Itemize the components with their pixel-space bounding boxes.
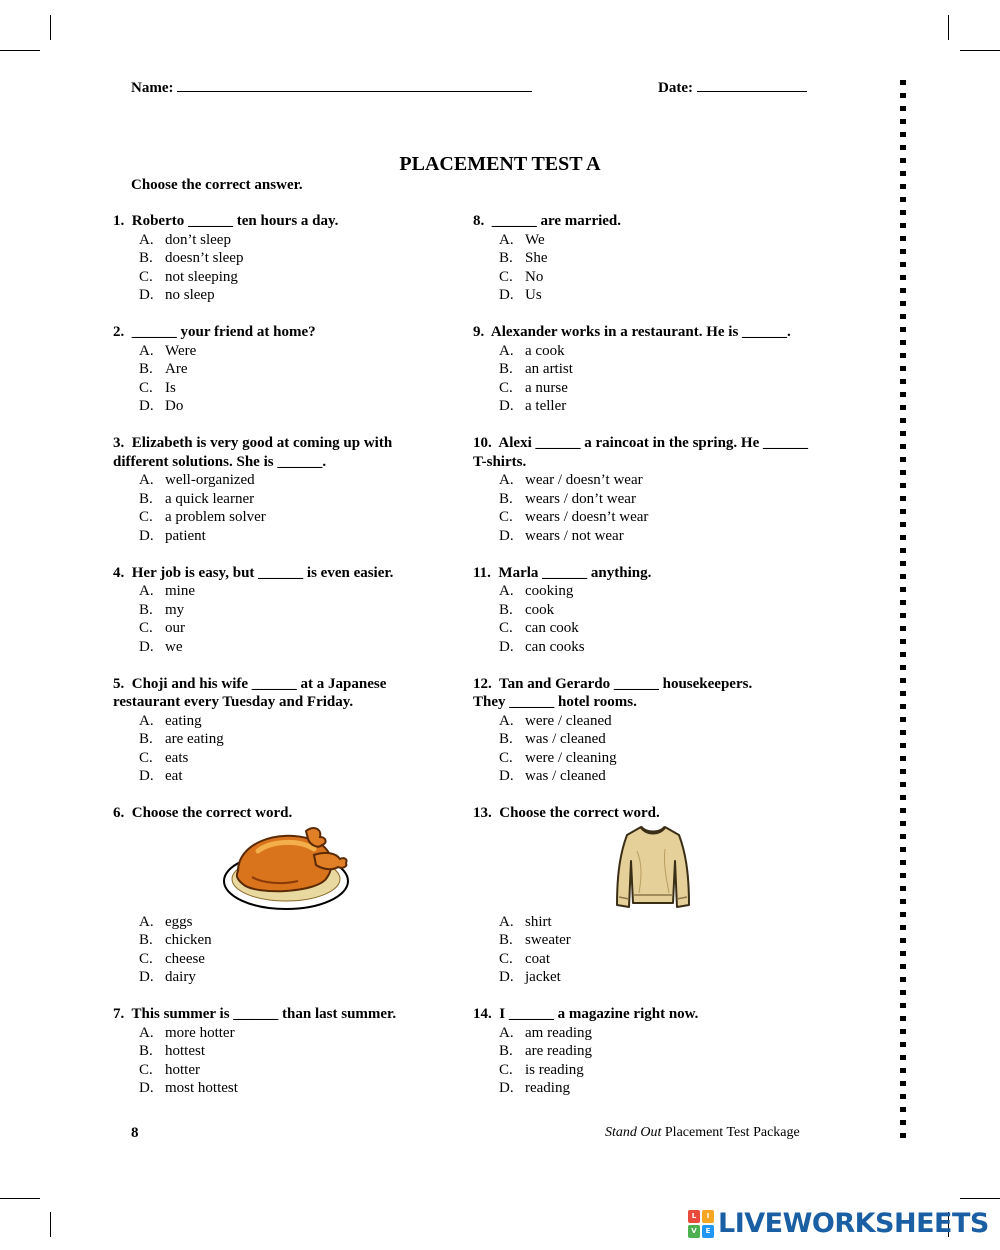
question-5 — [113, 675, 453, 786]
option-text: chicken — [165, 932, 212, 948]
question-gap — [473, 786, 833, 805]
option-letter: D. — [499, 768, 514, 784]
answer-option[interactable] — [113, 950, 453, 969]
option-letter: C. — [139, 379, 153, 396]
option-letter: C. — [499, 950, 513, 967]
question-stem: 14. I ______ a magazine right now. — [473, 1006, 699, 1022]
answer-option[interactable] — [473, 286, 833, 305]
option-letter: C. — [499, 509, 513, 525]
option-letter: D. — [139, 638, 154, 655]
option-letter: C. — [139, 509, 153, 525]
option-text: shirt — [525, 913, 552, 930]
option-text: hotter — [165, 1061, 200, 1078]
question-gap — [113, 987, 453, 1006]
option-text: are reading — [525, 1043, 593, 1059]
option-text: wears / not wear — [525, 527, 624, 544]
question-gap — [113, 786, 453, 805]
crop-mark — [0, 1198, 40, 1199]
option-letter: D. — [499, 1080, 514, 1096]
answer-option[interactable] — [473, 638, 833, 657]
option-letter: A. — [139, 342, 154, 359]
option-letter: A. — [139, 913, 154, 930]
option-text: not sleeping — [165, 268, 238, 285]
option-letter: A. — [499, 342, 514, 359]
answer-option[interactable] — [113, 619, 453, 638]
answer-option[interactable] — [473, 712, 833, 731]
option-text: cooking — [525, 583, 574, 599]
question-stem: 1. Roberto ______ ten hours a day. — [113, 213, 339, 229]
answer-options — [113, 582, 453, 656]
crop-mark — [0, 50, 40, 51]
book-title-italic: Stand Out — [605, 1125, 662, 1140]
answer-option[interactable] — [473, 471, 833, 490]
answer-option[interactable] — [113, 638, 453, 657]
question-stem: 12. Tan and Gerardo ______ housekeepers. They ______ hotel rooms. — [473, 675, 753, 710]
option-letter: A. — [139, 1024, 154, 1041]
answer-option[interactable] — [473, 379, 833, 398]
option-letter: C. — [499, 620, 513, 636]
option-text: a teller — [525, 398, 567, 414]
answer-options — [113, 913, 453, 987]
option-letter: B. — [139, 1043, 153, 1059]
date-field — [658, 79, 807, 97]
question-3 — [113, 434, 453, 545]
answer-option[interactable] — [113, 508, 453, 527]
question-gap — [473, 416, 833, 435]
answer-options — [473, 913, 833, 987]
option-letter: B. — [139, 932, 153, 948]
option-text: cook — [525, 601, 555, 618]
question-14 — [473, 1005, 833, 1098]
option-text: doesn’t sleep — [165, 250, 244, 266]
roast-chicken-picture — [218, 821, 358, 913]
question-12 — [473, 675, 833, 786]
question-gap — [473, 656, 833, 675]
question-6 — [113, 804, 453, 987]
answer-options — [473, 1024, 833, 1098]
question-stem: 7. This summer is ______ than last summer. — [113, 1006, 397, 1022]
answer-option[interactable] — [113, 968, 453, 987]
answer-option[interactable] — [113, 490, 453, 509]
option-letter: A. — [499, 231, 514, 248]
answer-option[interactable] — [113, 1042, 453, 1061]
answer-option[interactable] — [473, 1079, 833, 1098]
answer-option[interactable] — [473, 968, 833, 987]
option-text: are eating — [165, 731, 224, 747]
option-text: wear / doesn’t wear — [525, 472, 643, 488]
option-text: an artist — [525, 361, 573, 377]
answer-option[interactable] — [473, 268, 833, 287]
answer-option[interactable] — [113, 342, 453, 361]
answer-option[interactable] — [113, 601, 453, 620]
question-8 — [473, 212, 833, 305]
option-letter: D. — [499, 287, 514, 303]
option-letter: A. — [499, 1024, 514, 1041]
answer-options — [473, 231, 833, 305]
option-letter: D. — [499, 398, 514, 414]
option-letter: D. — [499, 527, 514, 544]
option-text: We — [525, 231, 545, 248]
answer-option[interactable] — [473, 601, 833, 620]
option-text: Were — [165, 342, 197, 359]
option-text: eggs — [165, 913, 193, 930]
option-letter: C. — [499, 1061, 513, 1078]
option-letter: C. — [139, 268, 153, 285]
answer-option[interactable] — [113, 249, 453, 268]
sweater-picture — [613, 821, 693, 913]
option-letter: A. — [499, 913, 514, 930]
question-stem: 3. Elizabeth is very good at coming up with different solutions. She is ______. — [113, 435, 393, 470]
option-letter: B. — [139, 250, 153, 266]
option-text: reading — [525, 1080, 570, 1096]
logo-letter: I — [702, 1210, 714, 1223]
answer-option[interactable] — [113, 913, 453, 932]
option-letter: D. — [139, 768, 154, 784]
option-text: we — [165, 638, 183, 655]
answer-option[interactable] — [113, 931, 453, 950]
answer-option[interactable] — [113, 1061, 453, 1080]
option-text: sweater — [525, 932, 571, 948]
question-10 — [473, 434, 833, 545]
option-text: were / cleaning — [525, 749, 617, 766]
page-number: 8 — [131, 1125, 139, 1141]
option-text: a nurse — [525, 379, 568, 396]
answer-option[interactable] — [113, 1024, 453, 1043]
option-letter: A. — [139, 583, 154, 599]
question-13 — [473, 804, 833, 987]
question-gap — [113, 305, 453, 324]
question-gap — [113, 545, 453, 564]
answer-option[interactable] — [473, 749, 833, 768]
question-gap — [473, 305, 833, 324]
answer-option[interactable] — [113, 286, 453, 305]
option-letter: D. — [139, 398, 154, 414]
option-text: was / cleaned — [525, 731, 606, 747]
option-text: jacket — [525, 969, 561, 985]
question-stem: 13. Choose the correct word. — [473, 805, 660, 821]
option-letter: D. — [499, 638, 514, 655]
option-letter: B. — [499, 490, 513, 507]
answer-option[interactable] — [473, 767, 833, 786]
question-stem: 2. ______ your friend at home? — [113, 324, 316, 340]
logo-letter: V — [688, 1225, 700, 1238]
option-letter: D. — [139, 287, 154, 303]
option-text: patient — [165, 527, 206, 544]
option-letter: D. — [139, 527, 154, 544]
option-text: a cook — [525, 342, 565, 359]
name-label: Name: — [131, 80, 174, 96]
option-text: Us — [525, 287, 542, 303]
perforation-line — [900, 80, 906, 1142]
option-text: our — [165, 620, 185, 636]
option-text: Do — [165, 398, 184, 414]
answer-options — [473, 471, 833, 545]
question-1 — [113, 212, 453, 305]
option-letter: B. — [139, 361, 153, 377]
answer-option[interactable] — [473, 490, 833, 509]
question-stem: 9. Alexander works in a restaurant. He is ______. — [473, 324, 791, 340]
option-letter: B. — [499, 250, 513, 266]
option-text: is reading — [525, 1061, 584, 1078]
option-text: She — [525, 250, 548, 266]
option-letter: B. — [139, 490, 153, 507]
question-stem: 6. Choose the correct word. — [113, 805, 293, 821]
instructions: Choose the correct answer. — [131, 177, 303, 193]
answer-option[interactable] — [473, 508, 833, 527]
picture-box — [113, 823, 453, 913]
answer-options — [473, 582, 833, 656]
liveworksheets-brand[interactable] — [688, 1208, 989, 1239]
option-text: was / cleaned — [525, 768, 606, 784]
option-text: were / cleaned — [525, 712, 612, 729]
option-letter: C. — [139, 620, 153, 636]
option-text: coat — [525, 950, 550, 967]
option-text: most hottest — [165, 1080, 238, 1096]
answer-option[interactable] — [473, 730, 833, 749]
option-letter: B. — [139, 731, 153, 747]
answer-options — [113, 471, 453, 545]
page-title: PLACEMENT TEST A — [399, 153, 601, 175]
option-letter: B. — [499, 601, 513, 618]
option-letter: D. — [499, 969, 514, 985]
option-letter: D. — [139, 969, 154, 985]
question-7 — [113, 1005, 453, 1098]
option-text: mine — [165, 583, 195, 599]
answer-option[interactable] — [473, 1042, 833, 1061]
crop-mark — [960, 1198, 1000, 1199]
option-text: can cook — [525, 620, 579, 636]
question-gap — [473, 987, 833, 1006]
option-letter: A. — [499, 583, 514, 599]
option-letter: C. — [499, 749, 513, 766]
question-2 — [113, 323, 453, 416]
option-letter: B. — [499, 932, 513, 948]
answer-option[interactable] — [473, 397, 833, 416]
answer-option[interactable] — [113, 471, 453, 490]
option-text: eating — [165, 712, 202, 729]
option-letter: B. — [499, 731, 513, 747]
answer-option[interactable] — [473, 619, 833, 638]
option-text: No — [525, 268, 544, 285]
brand-text: LIVEWORKSHEETS — [718, 1208, 989, 1239]
book-title — [605, 1125, 800, 1141]
crop-mark — [960, 50, 1000, 51]
option-text: Is — [165, 379, 176, 396]
logo-letter: E — [702, 1225, 714, 1238]
answer-options — [473, 342, 833, 416]
answer-option[interactable] — [473, 527, 833, 546]
answer-options — [113, 342, 453, 416]
option-letter: B. — [499, 1043, 513, 1059]
date-blank[interactable] — [697, 79, 807, 92]
option-text: dairy — [165, 969, 196, 985]
answer-options — [113, 712, 453, 786]
answer-option[interactable] — [473, 931, 833, 950]
question-stem: 5. Choji and his wife ______ at a Japanese restaurant every Tuesday and Friday. — [113, 675, 387, 710]
option-text: well-organized — [165, 472, 255, 488]
option-letter: C. — [139, 749, 153, 766]
crop-mark — [50, 15, 51, 40]
option-letter: A. — [139, 231, 154, 248]
answer-option[interactable] — [473, 249, 833, 268]
logo-letter: L — [688, 1210, 700, 1223]
answer-option[interactable] — [113, 1079, 453, 1098]
answer-option[interactable] — [113, 712, 453, 731]
question-column-right — [473, 212, 833, 1098]
answer-option[interactable] — [473, 1061, 833, 1080]
answer-option[interactable] — [113, 268, 453, 287]
option-letter: B. — [139, 601, 153, 618]
answer-option[interactable] — [113, 582, 453, 601]
question-gap — [113, 416, 453, 435]
picture-box — [473, 823, 833, 913]
crop-mark — [948, 15, 949, 40]
option-letter: C. — [139, 1061, 153, 1078]
option-letter: A. — [139, 472, 154, 488]
question-gap — [113, 656, 453, 675]
answer-option[interactable] — [113, 397, 453, 416]
option-text: eat — [165, 768, 183, 784]
name-blank[interactable] — [177, 79, 532, 92]
option-text: am reading — [525, 1024, 593, 1041]
question-9 — [473, 323, 833, 416]
option-text: hottest — [165, 1043, 205, 1059]
answer-options — [113, 231, 453, 305]
answer-options — [473, 712, 833, 786]
answer-option[interactable] — [473, 231, 833, 250]
answer-option[interactable] — [113, 231, 453, 250]
answer-option[interactable] — [473, 582, 833, 601]
answer-option[interactable] — [473, 913, 833, 932]
question-stem: 11. Marla ______ anything. — [473, 564, 652, 581]
answer-option[interactable] — [473, 360, 833, 379]
question-stem: 10. Alexi ______ a raincoat in the spring. He ______ T-shirts. — [473, 435, 808, 470]
option-text: a quick learner — [165, 490, 255, 507]
answer-option[interactable] — [473, 950, 833, 969]
option-text: a problem solver — [165, 509, 266, 525]
question-stem: 4. Her job is easy, but ______ is even easier. — [113, 564, 394, 581]
answer-option[interactable] — [113, 527, 453, 546]
answer-option[interactable] — [113, 379, 453, 398]
name-field — [131, 79, 532, 97]
answer-option[interactable] — [473, 1024, 833, 1043]
option-text: don’t sleep — [165, 231, 231, 248]
answer-option[interactable] — [473, 342, 833, 361]
question-stem: 8. ______ are married. — [473, 213, 622, 229]
crop-mark — [50, 1212, 51, 1237]
option-text: wears / don’t wear — [525, 490, 636, 507]
date-label: Date: — [658, 80, 693, 96]
option-text: Are — [165, 361, 188, 377]
book-title-rest: Placement Test Package — [661, 1125, 800, 1140]
option-letter: A. — [139, 712, 154, 729]
answer-options — [113, 1024, 453, 1098]
option-text: cheese — [165, 950, 205, 967]
option-letter: C. — [499, 268, 513, 285]
answer-option[interactable] — [113, 730, 453, 749]
option-letter: A. — [499, 712, 514, 729]
option-text: no sleep — [165, 287, 215, 303]
question-4 — [113, 564, 453, 657]
answer-option[interactable] — [113, 749, 453, 768]
option-letter: A. — [499, 472, 514, 488]
option-letter: C. — [499, 379, 513, 396]
question-11 — [473, 564, 833, 657]
answer-option[interactable] — [113, 767, 453, 786]
option-letter: D. — [139, 1080, 154, 1096]
option-text: my — [165, 601, 185, 618]
question-column-left — [113, 212, 453, 1098]
option-letter: C. — [139, 950, 153, 967]
option-text: wears / doesn’t wear — [525, 509, 649, 525]
option-text: can cooks — [525, 638, 585, 655]
question-gap — [473, 545, 833, 564]
option-letter: B. — [499, 361, 513, 377]
answer-option[interactable] — [113, 360, 453, 379]
option-text: more hotter — [165, 1024, 235, 1041]
liveworksheets-logo-icon — [688, 1210, 714, 1238]
option-text: eats — [165, 749, 189, 766]
